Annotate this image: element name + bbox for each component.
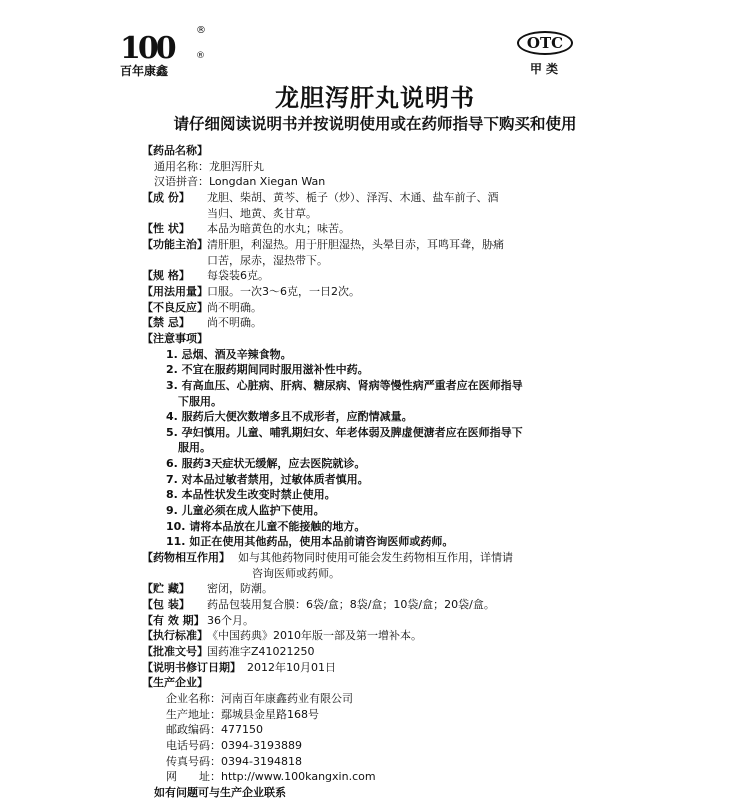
precaution-item-cont: 下服用。 <box>178 394 222 408</box>
indications-line2: 口苦，尿赤，湿热带下。 <box>207 253 328 267</box>
interactions-label: 【药物相互作用】 <box>142 551 230 565</box>
revision-row <box>142 660 602 676</box>
precaution-item: 7. 对本品过敏者禁用，过敏体质者慎用。 <box>166 472 369 486</box>
precaution-item: 4. 服药后大便次数增多且不成形者，应酌情减量。 <box>166 410 413 424</box>
ingredients-line1: 龙胆、柴胡、黄芩、栀子（炒）、泽泻、木通、盐车前子、酒 <box>207 190 499 204</box>
precaution-item-cont: 服用。 <box>178 441 211 455</box>
manufacturer-fax: 传真号码：0394-3194818 <box>166 754 302 768</box>
indications-label: 【功能主治】 <box>142 237 208 251</box>
contra-label: 【禁 忌】 <box>142 316 190 330</box>
dosage-row <box>142 284 602 300</box>
validity-value: 36个月。 <box>207 613 254 627</box>
appearance-row <box>142 221 602 237</box>
indications-row <box>142 237 602 253</box>
otc-badge: OTC <box>517 31 573 55</box>
standard-value: 《中国药典》2010年版一部及第一增补本。 <box>207 629 422 643</box>
logo-mark: 100 <box>120 31 174 66</box>
common-name: 通用名称：龙胆泻肝丸 <box>154 159 264 173</box>
precaution-item: 1. 忌烟、酒及辛辣食物。 <box>166 347 292 361</box>
registered-mark-icon-small: ® <box>196 51 205 61</box>
ingredients-line2: 当归、地黄、炙甘草。 <box>207 206 317 220</box>
contra-value: 尚不明确。 <box>207 316 262 330</box>
manufacturer-name: 企业名称：河南百年康鑫药业有限公司 <box>166 691 353 705</box>
manufacturer-phone: 电话号码：0394-3193889 <box>166 738 302 752</box>
interactions-line1: 如与其他药物同时使用可能会发生药物相互作用，详情请 <box>238 551 513 565</box>
precaution-item: 8. 本品性状发生改变时禁止使用。 <box>166 488 336 502</box>
approval-row <box>142 644 602 660</box>
dosage-label: 【用法用量】 <box>142 284 208 298</box>
revision-value: 2012年10月01日 <box>247 660 336 674</box>
precautions-label: 【注意事项】 <box>142 331 208 345</box>
appearance-value: 本品为暗黄色的水丸；味苦。 <box>207 222 350 236</box>
spec-row <box>142 268 602 284</box>
spec-label: 【规 格】 <box>142 269 190 283</box>
otc-category: 甲类 <box>530 62 563 76</box>
indications-line1: 清肝胆，利湿热。用于肝胆湿热，头晕目赤，耳鸣耳聋，胁痛 <box>207 237 504 251</box>
interactions-line2: 咨询医师或药师。 <box>252 566 340 580</box>
precaution-item: 5. 孕妇慎用。儿童、哺乳期妇女、年老体弱及脾虚便溏者应在医师指导下 <box>166 425 523 439</box>
manufacturer-website: 网 址：http://www.100kangxin.com <box>166 770 376 784</box>
package-value: 药品包装用复合膜：6袋/盒；8袋/盒；10袋/盒；20袋/盒。 <box>207 598 495 612</box>
revision-label: 【说明书修订日期】 <box>142 660 241 674</box>
approval-value: 国药准字Z41021250 <box>207 645 315 658</box>
leaflet-body <box>142 143 602 801</box>
drug-name-label: 【药品名称】 <box>142 144 208 157</box>
package-row <box>142 597 602 613</box>
adverse-row <box>142 300 602 316</box>
page-title: 龙胆泻肝丸说明书 <box>275 84 475 112</box>
registered-mark-icon: ® <box>196 25 206 36</box>
precaution-item: 3. 有高血压、心脏病、肝病、糖尿病、肾病等慢性病严重者应在医师指导 <box>166 378 523 392</box>
validity-label: 【有 效 期】 <box>142 613 205 627</box>
precautions-section <box>142 331 602 347</box>
package-label: 【包 装】 <box>142 598 190 612</box>
manufacturer-label: 【生产企业】 <box>142 676 208 690</box>
precaution-item: 2. 不宜在服药期间同时服用滋补性中药。 <box>166 363 369 377</box>
precaution-item: 10. 请将本品放在儿童不能接触的地方。 <box>166 519 366 533</box>
manufacturer-address: 生产地址：鄢城县金星路168号 <box>166 707 319 721</box>
spec-value: 每袋装6克。 <box>207 269 269 283</box>
pinyin-name: 汉语拼音：Longdan Xiegan Wan <box>154 175 326 189</box>
appearance-label: 【性 状】 <box>142 222 190 236</box>
page-subtitle: 请仔细阅读说明书并按说明使用或在药师指导下购买和使用 <box>173 115 577 133</box>
contra-row <box>142 315 602 331</box>
validity-row <box>142 613 602 629</box>
precaution-item: 11. 如正在使用其他药品，使用本品前请咨询医师或药师。 <box>166 535 454 549</box>
standard-row <box>142 628 602 644</box>
ingredients-row <box>142 190 602 206</box>
precaution-item: 9. 儿童必须在成人监护下使用。 <box>166 504 325 518</box>
drug-name-section <box>142 143 602 159</box>
interactions-row <box>142 550 602 566</box>
storage-label: 【贮 藏】 <box>142 582 190 596</box>
adverse-value: 尚不明确。 <box>207 300 262 314</box>
approval-label: 【批准文号】 <box>142 645 208 658</box>
ingredients-label: 【成 份】 <box>142 190 190 204</box>
dosage-value: 口服。一次3～6克，一日2次。 <box>207 284 360 298</box>
footer-note: 如有问题可与生产企业联系 <box>154 785 286 799</box>
manufacturer-section <box>142 675 602 691</box>
manufacturer-postcode: 邮政编码：477150 <box>166 723 263 737</box>
storage-value: 密闭，防潮。 <box>207 582 273 596</box>
adverse-label: 【不良反应】 <box>142 300 208 314</box>
storage-row <box>142 581 602 597</box>
brand-name: 百年康鑫 <box>120 64 169 78</box>
standard-label: 【执行标准】 <box>142 629 208 643</box>
precaution-item: 6. 服药3天症状无缓解，应去医院就诊。 <box>166 457 366 471</box>
